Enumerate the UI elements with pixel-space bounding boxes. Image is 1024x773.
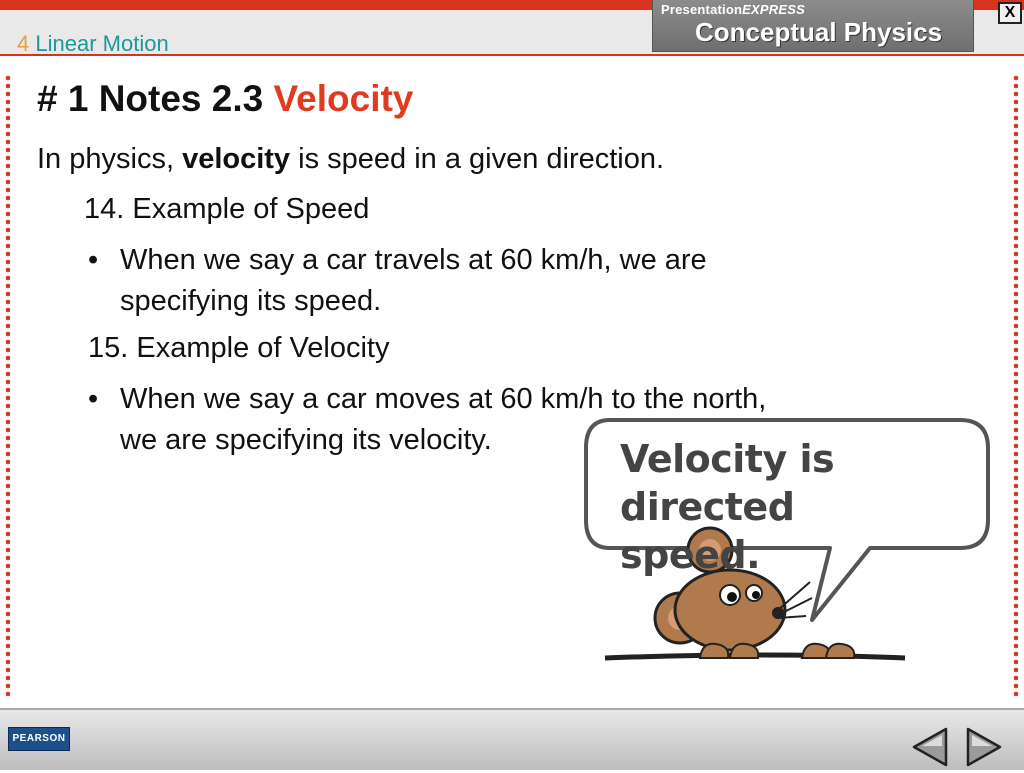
product-suffix: EXPRESS: [742, 2, 805, 17]
title-accent: Velocity: [273, 78, 414, 119]
product-small-label: [661, 2, 805, 17]
chapter-number: 4: [17, 31, 30, 56]
product-title: Conceptual Physics: [695, 17, 943, 47]
speech-bubble-text: [620, 435, 960, 579]
item-15-heading: 15. Example of Velocity: [88, 332, 390, 364]
bullet-glyph: •: [88, 244, 99, 276]
bubble-line-2: speed.: [620, 533, 761, 577]
pearson-logo: PEARSON: [8, 727, 70, 751]
velocity-cartoon: [580, 410, 1000, 680]
intro-before: In physics,: [37, 143, 183, 175]
product-banner: [652, 0, 974, 52]
intro-after: is speed in a given direction.: [290, 143, 665, 175]
slide-title: [37, 78, 413, 120]
intro-text: [37, 143, 664, 176]
right-dotted-border: [1013, 74, 1019, 699]
intro-bold-term: velocity: [182, 143, 291, 175]
arrow-left-icon: [910, 726, 950, 768]
left-dotted-border: [5, 74, 11, 699]
bubble-line-1: Velocity is directed: [620, 437, 835, 529]
arrow-right-icon: [964, 726, 1004, 768]
next-slide-button[interactable]: [964, 726, 1004, 768]
chapter-label: [17, 31, 169, 57]
footer-bar: [0, 708, 1024, 770]
bullet-speed-example: [88, 240, 808, 322]
bullet-text: When we say a car travels at 60 km/h, we are specifying its speed.: [120, 244, 707, 317]
bullet-glyph: •: [88, 383, 99, 415]
product-prefix: Presentation: [661, 2, 743, 17]
item-14-heading: 14. Example of Speed: [84, 193, 370, 225]
title-prefix: # 1 Notes 2.3: [37, 78, 264, 119]
previous-slide-button[interactable]: [910, 726, 950, 768]
bullet-text: When we say a car moves at 60 km/h to the north, we are specifying its velocity.: [120, 383, 767, 456]
close-button[interactable]: X: [998, 2, 1022, 24]
chapter-title: Linear Motion: [35, 31, 169, 56]
